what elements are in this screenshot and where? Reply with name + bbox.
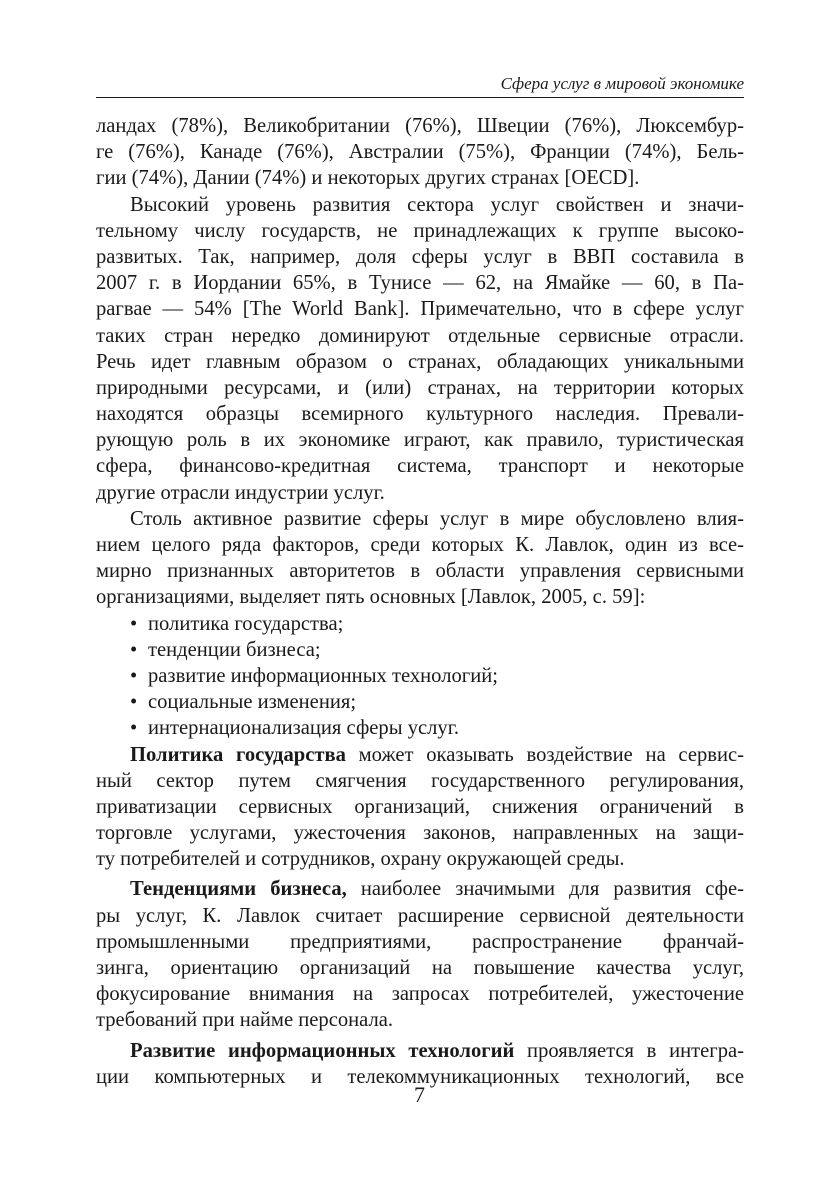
list-item-text: развитие информационных технологий; xyxy=(148,664,498,687)
text-line: приватизации сервисных организаций, снижения ограничений в xyxy=(96,795,744,818)
list-item-text: тенденции бизнеса; xyxy=(148,638,321,661)
list-item xyxy=(96,637,744,663)
text-line: тельному числу государств, не принадлежащих к группе высоко- xyxy=(96,219,744,242)
text-line: другие отрасли индустрии услуг. xyxy=(96,481,385,504)
text-line: Столь активное развитие сферы услуг в мире обусловлено влия- xyxy=(130,507,744,530)
text-line: организациями, выделяет пять основных [Лавлок, 2005, с. 59]: xyxy=(96,586,646,609)
text-line: рующую роль в их экономике играют, как правило, туристическая xyxy=(96,429,744,452)
text-line: 2007 г. в Иордании 65%, в Тунисе — 62, на Ямайке — 60, в Па- xyxy=(96,272,744,295)
text-line: ный сектор путем смягчения государственного регулирования, xyxy=(96,769,744,792)
list-item xyxy=(96,611,744,637)
text-line xyxy=(96,1038,744,1064)
text-line: рагвае — 54% [The World Bank]. Примечательно, что в сфере услуг xyxy=(96,298,744,321)
text-line: Речь идет главным образом о странах, обладающих уникальными xyxy=(96,350,744,373)
text-line: нием целого ряда факторов, среди которых К. Лавлок, один из все- xyxy=(96,534,744,556)
term-trends: Тенденциями бизнеса, xyxy=(130,878,347,901)
running-header: Сфера услуг в мировой экономике xyxy=(500,74,744,93)
list-item xyxy=(96,689,744,715)
text-line: ландах (78%), Великобритании (76%), Швеции (76%), Люксембур- xyxy=(96,115,744,137)
bullet-icon: • xyxy=(130,664,138,687)
text-line: находятся образцы всемирного культурного наследия. Превали- xyxy=(96,403,744,426)
text-line: фокусирование внимания на запросах потребителей, ужесточение xyxy=(96,983,744,1006)
bullet-icon: • xyxy=(130,691,138,714)
text-line: развитых. Так, например, доля сферы услуг в ВВП составила в xyxy=(96,245,744,268)
text-line: ры услуг, К. Лавлок считает расширение сервисной деятельности xyxy=(96,904,744,927)
list-item-text: социальные изменения; xyxy=(148,691,357,714)
list-item-text: политика государства; xyxy=(148,612,344,635)
term-policy: Политика государства xyxy=(130,743,346,766)
text-line: ту потребителей и сотрудников, охрану окружающей среды. xyxy=(96,848,625,871)
text-line xyxy=(96,742,744,768)
text-line: промышленными предприятиями, распространение франчай- xyxy=(96,930,744,953)
page-number: 7 xyxy=(414,1082,425,1107)
body-text xyxy=(96,113,744,1090)
bullet-icon: • xyxy=(130,612,138,635)
text-line: ге (76%), Канаде (76%), Австралии (75%), Франции (74%), Бель- xyxy=(96,141,744,164)
text-line: Высокий уровень развития сектора услуг свойствен и значи- xyxy=(130,193,744,216)
text-line: ции компьютерных и телекоммуникационных технологий, все xyxy=(96,1065,744,1088)
text-line: природными ресурсами, и (или) странах, на территории которых xyxy=(96,376,744,399)
text-run: наиболее значимыми для развития сфе- xyxy=(346,878,745,901)
text-line: сфера, финансово-кредитная система, транспорт и некоторые xyxy=(96,455,744,478)
bullet-icon: • xyxy=(130,717,138,740)
list-item-text: интернационализация сферы услуг. xyxy=(148,717,459,740)
text-run: проявляется в интегра- xyxy=(514,1039,744,1062)
list-item xyxy=(96,715,744,741)
term-it: Развитие информационных технологий xyxy=(130,1039,515,1062)
text-line xyxy=(96,876,744,902)
text-line: мирно признанных авторитетов в области управления сервисными xyxy=(96,560,744,583)
text-run: может оказывать воздействие на сервис- xyxy=(345,743,745,766)
text-line: требований при найме персонала. xyxy=(96,1009,394,1032)
header-rule xyxy=(96,97,744,98)
bullet-icon: • xyxy=(130,638,138,661)
text-line: торговле услугами, ужесточения законов, направленных на защи- xyxy=(96,822,744,845)
text-line: таких стран нередко доминируют отдельные сервисные отрасли. xyxy=(96,324,744,347)
text-line: гии (74%), Дании (74%) и некоторых других странах [OECD]. xyxy=(96,167,640,190)
list-item xyxy=(96,663,744,689)
text-line: зинга, ориентацию организаций на повышение качества услуг, xyxy=(96,957,744,979)
